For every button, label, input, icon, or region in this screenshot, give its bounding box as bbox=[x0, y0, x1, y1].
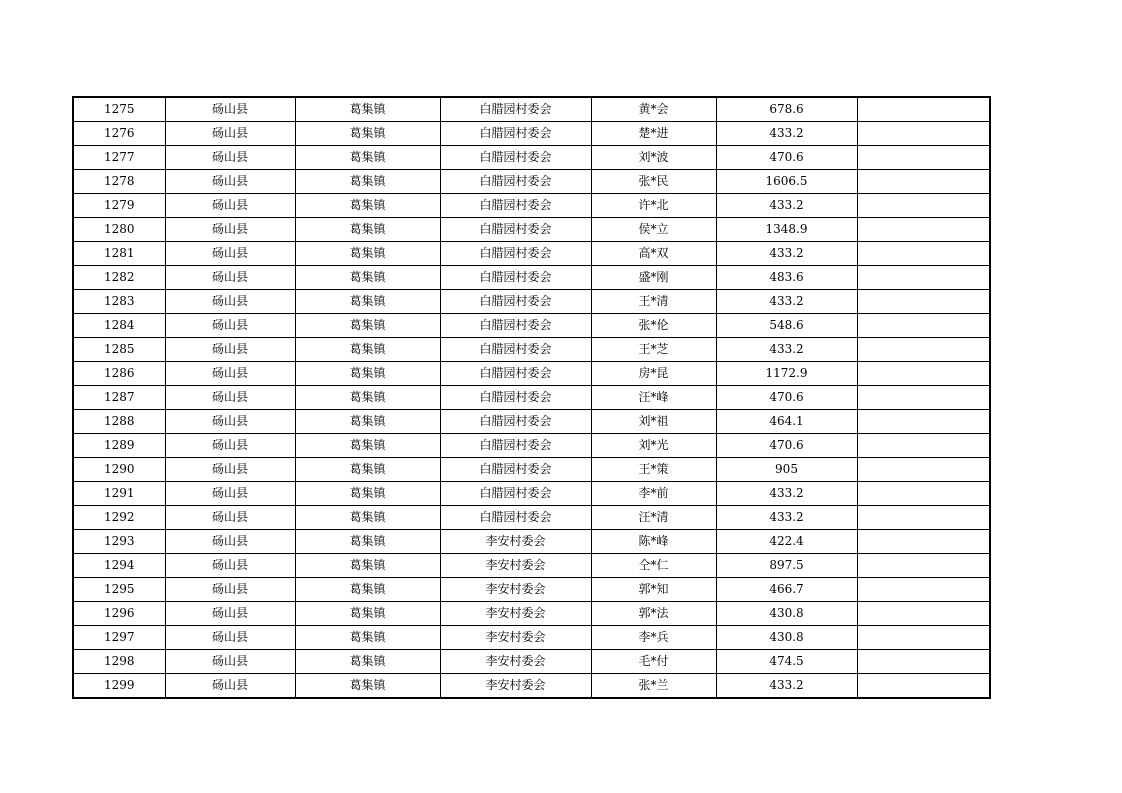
village-committee-cell: 白腊园村委会 bbox=[440, 266, 591, 290]
village-committee-cell: 李安村委会 bbox=[440, 650, 591, 674]
table-row bbox=[73, 674, 990, 699]
town-cell: 葛集镇 bbox=[295, 362, 440, 386]
table-row bbox=[73, 242, 990, 266]
remarks-cell bbox=[857, 314, 990, 338]
row-number-cell: 1275 bbox=[73, 97, 165, 122]
village-committee-cell: 李安村委会 bbox=[440, 530, 591, 554]
row-number-cell: 1284 bbox=[73, 314, 165, 338]
person-name-cell: 张*民 bbox=[591, 170, 716, 194]
row-number-cell: 1291 bbox=[73, 482, 165, 506]
village-committee-cell: 白腊园村委会 bbox=[440, 506, 591, 530]
amount-cell: 474.5 bbox=[716, 650, 857, 674]
row-number-cell: 1276 bbox=[73, 122, 165, 146]
table-row bbox=[73, 410, 990, 434]
table-row bbox=[73, 122, 990, 146]
remarks-cell bbox=[857, 602, 990, 626]
row-number-cell: 1293 bbox=[73, 530, 165, 554]
table-row bbox=[73, 554, 990, 578]
amount-cell: 433.2 bbox=[716, 194, 857, 218]
county-cell: 砀山县 bbox=[165, 314, 295, 338]
county-cell: 砀山县 bbox=[165, 458, 295, 482]
village-committee-cell: 李安村委会 bbox=[440, 602, 591, 626]
village-committee-cell: 白腊园村委会 bbox=[440, 122, 591, 146]
county-cell: 砀山县 bbox=[165, 338, 295, 362]
village-committee-cell: 白腊园村委会 bbox=[440, 97, 591, 122]
amount-cell: 905 bbox=[716, 458, 857, 482]
row-number-cell: 1278 bbox=[73, 170, 165, 194]
person-name-cell: 毛*付 bbox=[591, 650, 716, 674]
row-number-cell: 1297 bbox=[73, 626, 165, 650]
town-cell: 葛集镇 bbox=[295, 122, 440, 146]
village-committee-cell: 白腊园村委会 bbox=[440, 410, 591, 434]
table-row bbox=[73, 314, 990, 338]
remarks-cell bbox=[857, 122, 990, 146]
town-cell: 葛集镇 bbox=[295, 458, 440, 482]
village-committee-cell: 白腊园村委会 bbox=[440, 290, 591, 314]
remarks-cell bbox=[857, 482, 990, 506]
person-name-cell: 郭*知 bbox=[591, 578, 716, 602]
table-row bbox=[73, 650, 990, 674]
table-row bbox=[73, 97, 990, 122]
town-cell: 葛集镇 bbox=[295, 146, 440, 170]
amount-cell: 430.8 bbox=[716, 602, 857, 626]
amount-cell: 433.2 bbox=[716, 290, 857, 314]
village-committee-cell: 白腊园村委会 bbox=[440, 386, 591, 410]
table-row bbox=[73, 434, 990, 458]
town-cell: 葛集镇 bbox=[295, 650, 440, 674]
village-committee-cell: 白腊园村委会 bbox=[440, 482, 591, 506]
table-body bbox=[73, 97, 990, 698]
table-row bbox=[73, 290, 990, 314]
town-cell: 葛集镇 bbox=[295, 242, 440, 266]
village-committee-cell: 白腊园村委会 bbox=[440, 314, 591, 338]
table-row bbox=[73, 602, 990, 626]
county-cell: 砀山县 bbox=[165, 602, 295, 626]
village-committee-cell: 白腊园村委会 bbox=[440, 194, 591, 218]
town-cell: 葛集镇 bbox=[295, 386, 440, 410]
county-cell: 砀山县 bbox=[165, 434, 295, 458]
table-row bbox=[73, 146, 990, 170]
amount-cell: 470.6 bbox=[716, 146, 857, 170]
table-row bbox=[73, 362, 990, 386]
town-cell: 葛集镇 bbox=[295, 290, 440, 314]
county-cell: 砀山县 bbox=[165, 650, 295, 674]
row-number-cell: 1277 bbox=[73, 146, 165, 170]
table-row bbox=[73, 218, 990, 242]
county-cell: 砀山县 bbox=[165, 386, 295, 410]
town-cell: 葛集镇 bbox=[295, 218, 440, 242]
remarks-cell bbox=[857, 458, 990, 482]
table-row bbox=[73, 266, 990, 290]
row-number-cell: 1286 bbox=[73, 362, 165, 386]
village-committee-cell: 白腊园村委会 bbox=[440, 170, 591, 194]
person-name-cell: 陈*峰 bbox=[591, 530, 716, 554]
person-name-cell: 刘*光 bbox=[591, 434, 716, 458]
row-number-cell: 1283 bbox=[73, 290, 165, 314]
town-cell: 葛集镇 bbox=[295, 554, 440, 578]
row-number-cell: 1282 bbox=[73, 266, 165, 290]
person-name-cell: 王*清 bbox=[591, 290, 716, 314]
amount-cell: 1606.5 bbox=[716, 170, 857, 194]
town-cell: 葛集镇 bbox=[295, 506, 440, 530]
person-name-cell: 侯*立 bbox=[591, 218, 716, 242]
town-cell: 葛集镇 bbox=[295, 674, 440, 699]
row-number-cell: 1289 bbox=[73, 434, 165, 458]
person-name-cell: 房*昆 bbox=[591, 362, 716, 386]
village-committee-cell: 李安村委会 bbox=[440, 626, 591, 650]
remarks-cell bbox=[857, 290, 990, 314]
village-committee-cell: 白腊园村委会 bbox=[440, 362, 591, 386]
county-cell: 砀山县 bbox=[165, 266, 295, 290]
town-cell: 葛集镇 bbox=[295, 194, 440, 218]
remarks-cell bbox=[857, 338, 990, 362]
remarks-cell bbox=[857, 578, 990, 602]
amount-cell: 433.2 bbox=[716, 674, 857, 699]
table-row bbox=[73, 626, 990, 650]
row-number-cell: 1280 bbox=[73, 218, 165, 242]
county-cell: 砀山县 bbox=[165, 482, 295, 506]
remarks-cell bbox=[857, 506, 990, 530]
county-cell: 砀山县 bbox=[165, 578, 295, 602]
amount-cell: 433.2 bbox=[716, 338, 857, 362]
remarks-cell bbox=[857, 97, 990, 122]
person-name-cell: 王*策 bbox=[591, 458, 716, 482]
county-cell: 砀山县 bbox=[165, 218, 295, 242]
person-name-cell: 李*兵 bbox=[591, 626, 716, 650]
county-cell: 砀山县 bbox=[165, 290, 295, 314]
town-cell: 葛集镇 bbox=[295, 338, 440, 362]
village-committee-cell: 李安村委会 bbox=[440, 674, 591, 699]
remarks-cell bbox=[857, 410, 990, 434]
row-number-cell: 1285 bbox=[73, 338, 165, 362]
remarks-cell bbox=[857, 194, 990, 218]
row-number-cell: 1288 bbox=[73, 410, 165, 434]
amount-cell: 433.2 bbox=[716, 242, 857, 266]
person-name-cell: 刘*祖 bbox=[591, 410, 716, 434]
person-name-cell: 张*伦 bbox=[591, 314, 716, 338]
row-number-cell: 1295 bbox=[73, 578, 165, 602]
row-number-cell: 1296 bbox=[73, 602, 165, 626]
row-number-cell: 1298 bbox=[73, 650, 165, 674]
table-row bbox=[73, 482, 990, 506]
remarks-cell bbox=[857, 146, 990, 170]
amount-cell: 1348.9 bbox=[716, 218, 857, 242]
remarks-cell bbox=[857, 242, 990, 266]
remarks-cell bbox=[857, 218, 990, 242]
amount-cell: 897.5 bbox=[716, 554, 857, 578]
village-committee-cell: 白腊园村委会 bbox=[440, 242, 591, 266]
town-cell: 葛集镇 bbox=[295, 578, 440, 602]
village-committee-cell: 白腊园村委会 bbox=[440, 146, 591, 170]
county-cell: 砀山县 bbox=[165, 530, 295, 554]
person-name-cell: 郭*法 bbox=[591, 602, 716, 626]
county-cell: 砀山县 bbox=[165, 170, 295, 194]
remarks-cell bbox=[857, 626, 990, 650]
amount-cell: 470.6 bbox=[716, 386, 857, 410]
table-row bbox=[73, 338, 990, 362]
town-cell: 葛集镇 bbox=[295, 434, 440, 458]
county-cell: 砀山县 bbox=[165, 410, 295, 434]
amount-cell: 548.6 bbox=[716, 314, 857, 338]
table-row bbox=[73, 170, 990, 194]
person-name-cell: 李*前 bbox=[591, 482, 716, 506]
row-number-cell: 1299 bbox=[73, 674, 165, 699]
person-name-cell: 张*兰 bbox=[591, 674, 716, 699]
county-cell: 砀山县 bbox=[165, 122, 295, 146]
county-cell: 砀山县 bbox=[165, 674, 295, 699]
county-cell: 砀山县 bbox=[165, 194, 295, 218]
amount-cell: 466.7 bbox=[716, 578, 857, 602]
county-cell: 砀山县 bbox=[165, 626, 295, 650]
table-row bbox=[73, 530, 990, 554]
person-name-cell: 仝*仁 bbox=[591, 554, 716, 578]
amount-cell: 433.2 bbox=[716, 506, 857, 530]
village-committee-cell: 李安村委会 bbox=[440, 578, 591, 602]
amount-cell: 470.6 bbox=[716, 434, 857, 458]
amount-cell: 433.2 bbox=[716, 482, 857, 506]
amount-cell: 433.2 bbox=[716, 122, 857, 146]
village-committee-cell: 白腊园村委会 bbox=[440, 458, 591, 482]
table-row bbox=[73, 194, 990, 218]
person-name-cell: 汪*清 bbox=[591, 506, 716, 530]
village-committee-cell: 李安村委会 bbox=[440, 554, 591, 578]
table-row bbox=[73, 458, 990, 482]
remarks-cell bbox=[857, 266, 990, 290]
town-cell: 葛集镇 bbox=[295, 410, 440, 434]
row-number-cell: 1287 bbox=[73, 386, 165, 410]
person-name-cell: 黄*会 bbox=[591, 97, 716, 122]
remarks-cell bbox=[857, 674, 990, 699]
remarks-cell bbox=[857, 170, 990, 194]
amount-cell: 430.8 bbox=[716, 626, 857, 650]
person-name-cell: 汪*峰 bbox=[591, 386, 716, 410]
village-committee-cell: 白腊园村委会 bbox=[440, 218, 591, 242]
person-name-cell: 许*北 bbox=[591, 194, 716, 218]
remarks-cell bbox=[857, 554, 990, 578]
remarks-cell bbox=[857, 650, 990, 674]
village-committee-cell: 白腊园村委会 bbox=[440, 434, 591, 458]
town-cell: 葛集镇 bbox=[295, 266, 440, 290]
person-name-cell: 盛*刚 bbox=[591, 266, 716, 290]
row-number-cell: 1294 bbox=[73, 554, 165, 578]
person-name-cell: 楚*进 bbox=[591, 122, 716, 146]
row-number-cell: 1290 bbox=[73, 458, 165, 482]
county-cell: 砀山县 bbox=[165, 242, 295, 266]
table-row bbox=[73, 506, 990, 530]
amount-cell: 422.4 bbox=[716, 530, 857, 554]
person-name-cell: 王*芝 bbox=[591, 338, 716, 362]
row-number-cell: 1292 bbox=[73, 506, 165, 530]
remarks-cell bbox=[857, 434, 990, 458]
town-cell: 葛集镇 bbox=[295, 482, 440, 506]
amount-cell: 1172.9 bbox=[716, 362, 857, 386]
town-cell: 葛集镇 bbox=[295, 97, 440, 122]
remarks-cell bbox=[857, 530, 990, 554]
town-cell: 葛集镇 bbox=[295, 530, 440, 554]
county-cell: 砀山县 bbox=[165, 362, 295, 386]
amount-cell: 464.1 bbox=[716, 410, 857, 434]
town-cell: 葛集镇 bbox=[295, 626, 440, 650]
county-cell: 砀山县 bbox=[165, 146, 295, 170]
county-cell: 砀山县 bbox=[165, 97, 295, 122]
person-name-cell: 刘*波 bbox=[591, 146, 716, 170]
town-cell: 葛集镇 bbox=[295, 602, 440, 626]
table-row bbox=[73, 386, 990, 410]
county-cell: 砀山县 bbox=[165, 506, 295, 530]
table-row bbox=[73, 578, 990, 602]
remarks-cell bbox=[857, 362, 990, 386]
person-name-cell: 高*双 bbox=[591, 242, 716, 266]
town-cell: 葛集镇 bbox=[295, 314, 440, 338]
row-number-cell: 1279 bbox=[73, 194, 165, 218]
amount-cell: 483.6 bbox=[716, 266, 857, 290]
amount-cell: 678.6 bbox=[716, 97, 857, 122]
town-cell: 葛集镇 bbox=[295, 170, 440, 194]
row-number-cell: 1281 bbox=[73, 242, 165, 266]
data-table bbox=[72, 96, 991, 699]
remarks-cell bbox=[857, 386, 990, 410]
village-committee-cell: 白腊园村委会 bbox=[440, 338, 591, 362]
county-cell: 砀山县 bbox=[165, 554, 295, 578]
